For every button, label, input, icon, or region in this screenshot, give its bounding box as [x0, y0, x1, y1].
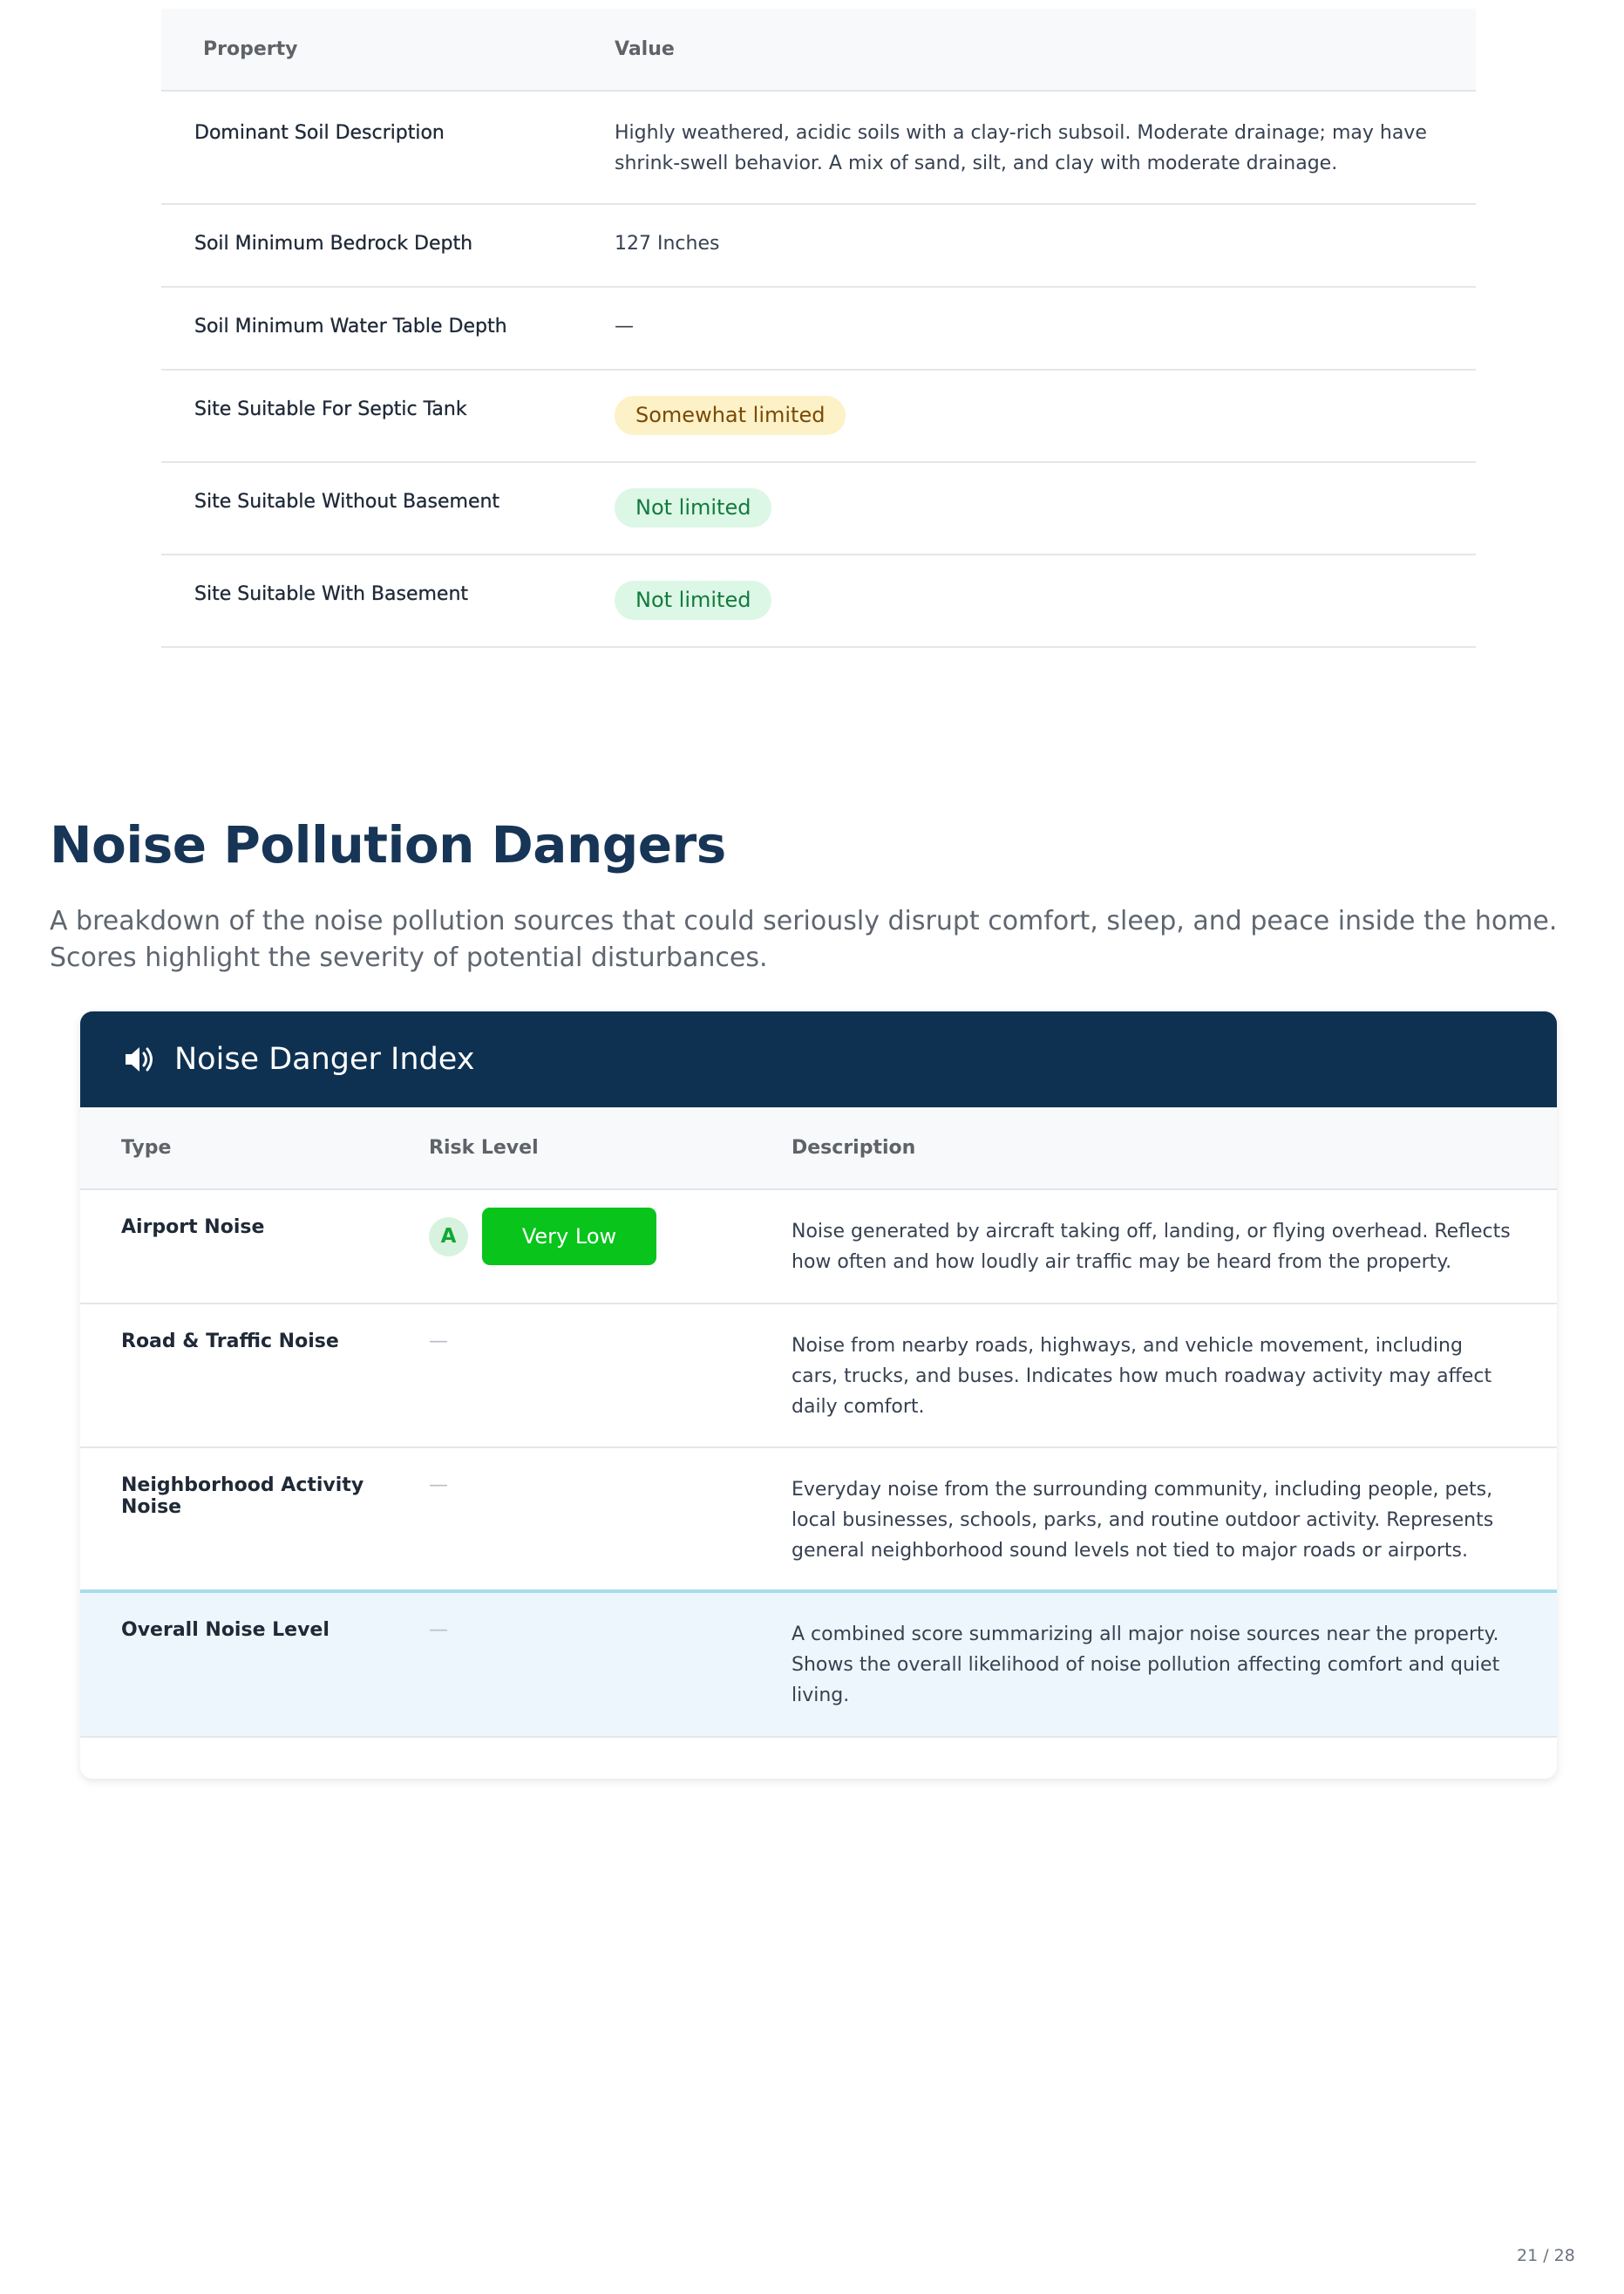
table-row: [161, 204, 1476, 287]
table-row-overall: [80, 1591, 1557, 1737]
property-label: Site Suitable With Basement: [161, 555, 615, 647]
noise-type: Overall Noise Level: [80, 1591, 429, 1737]
status-badge: Not limited: [615, 488, 771, 528]
property-label: Soil Minimum Bedrock Depth: [161, 204, 615, 287]
property-label: Soil Minimum Water Table Depth: [161, 287, 615, 370]
soil-properties-table: [161, 9, 1476, 648]
table-row: [161, 555, 1476, 647]
property-value: Highly weathered, acidic soils with a clay-rich subsoil. Moderate drainage; may have shrink-swell behavior. A mix of sand, silt, and clay with moderate drainage.: [615, 91, 1476, 204]
risk-level-empty: —: [429, 1591, 792, 1737]
noise-type: Neighborhood Activity Noise: [121, 1474, 364, 1518]
status-badge: Not limited: [615, 581, 771, 620]
property-label: Dominant Soil Description: [161, 91, 615, 204]
soil-table-header-row: [161, 9, 1476, 91]
noise-danger-table: [80, 1107, 1557, 1738]
risk-level-empty: —: [429, 1474, 448, 1496]
noise-description: A combined score summarizing all major noise sources near the property. Shows the overall likelihood of noise pollution affecting comfort and quiet living.: [792, 1591, 1557, 1737]
column-header-value: Value: [615, 9, 1476, 91]
risk-level-pill: Very Low: [482, 1208, 656, 1265]
property-value-empty: —: [615, 287, 1476, 370]
column-header-type: Type: [80, 1107, 429, 1189]
noise-type: Road & Traffic Noise: [80, 1304, 429, 1447]
column-header-description: Description: [792, 1107, 1557, 1189]
column-header-risk-level: Risk Level: [429, 1107, 792, 1189]
property-label: Site Suitable Without Basement: [161, 462, 615, 555]
noise-card-header: [80, 1011, 1557, 1107]
table-row: [161, 462, 1476, 555]
table-row: [161, 287, 1476, 370]
noise-description: Noise from nearby roads, highways, and vehicle movement, including cars, trucks, and buses. Indicates how much roadway activity may affect daily comfort.: [792, 1304, 1557, 1447]
speaker-icon: [122, 1042, 157, 1077]
noise-description: Everyday noise from the surrounding community, including people, pets, local businesses, schools, parks, and routine outdoor activity. Represents general neighborhood sound levels not tied to major roads or airports.: [792, 1479, 1494, 1562]
table-row: [80, 1189, 1557, 1304]
column-header-property: Property: [161, 9, 615, 91]
noise-description: Noise generated by aircraft taking off, landing, or flying overhead. Reflects how often and how loudly air traffic may be heard from the property.: [792, 1189, 1557, 1304]
status-badge: Somewhat limited: [615, 396, 846, 435]
noise-table-header-row: [80, 1107, 1557, 1189]
risk-level-empty: —: [429, 1304, 792, 1447]
table-row: [161, 370, 1476, 462]
table-row: [80, 1447, 1557, 1591]
table-row: [80, 1304, 1557, 1447]
table-row: [161, 91, 1476, 204]
page-number: 21 / 28: [1517, 2246, 1575, 2265]
property-value: 127 Inches: [615, 204, 1476, 287]
noise-danger-card: [80, 1011, 1557, 1779]
section-title: Noise Pollution Dangers: [50, 815, 726, 875]
noise-card-title: Noise Danger Index: [174, 1042, 475, 1077]
section-description: A breakdown of the noise pollution sources that could seriously disrupt comfort, sleep, and peace inside the home. Scores highlight the severity of potential disturbances.: [50, 906, 1558, 973]
risk-indicator: [429, 1208, 792, 1265]
noise-type: Airport Noise: [80, 1189, 429, 1304]
grade-badge: A: [429, 1217, 468, 1256]
property-label: Site Suitable For Septic Tank: [161, 370, 615, 462]
